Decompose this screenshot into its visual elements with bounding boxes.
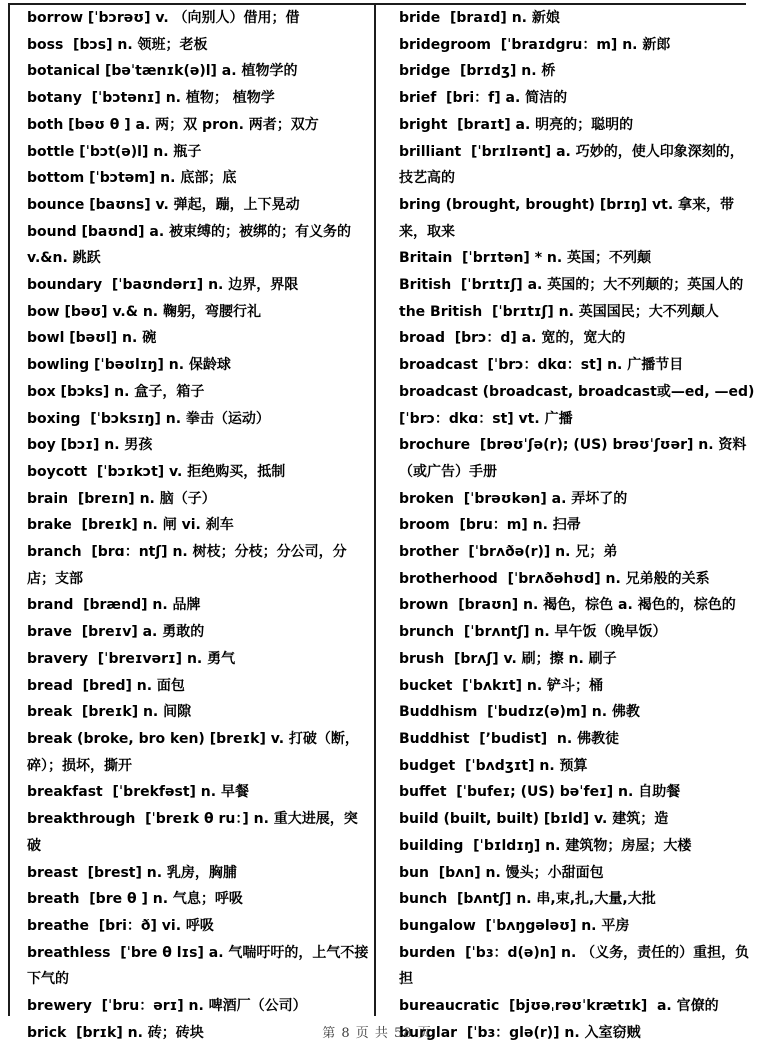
dictionary-entry: bureaucratic [bjʊəˌrəʊˈkrætɪk] a. 官僚的: [399, 998, 719, 1015]
dictionary-entry: bunch [bʌntʃ] n. 串,束,扎,大量,大批: [399, 891, 656, 908]
dictionary-entry: bungalow [ˈbʌŋgələʊ] n. 平房: [399, 917, 630, 934]
dictionary-entry: burden [ˈbɜ：d(ə)n] n. （义务，责任的）重担，负担: [399, 944, 750, 988]
left-column: [27, 5, 371, 1046]
dictionary-entry: botany [ˈbɔtənɪ] n. 植物； 植物学: [27, 90, 275, 107]
dictionary-entry: bound [baʊnd] a. 被束缚的；被绑的；有义务的 v.&n. 跳跃: [27, 223, 361, 267]
dictionary-entry: bright [braɪt] a. 明亮的；聪明的: [399, 116, 634, 133]
dictionary-entry: bridge [brɪdʒ] n. 桥: [399, 63, 556, 80]
dictionary-entry: the British [ˈbrɪtɪʃ] n. 英国国民；大不列颠人: [399, 303, 719, 320]
dictionary-entry: broom [bru：m] n. 扫帚: [399, 517, 581, 534]
dictionary-entry: budget [ˈbʌdʒɪt] n. 预算: [399, 757, 588, 774]
dictionary-entry: building [ˈbɪldɪŋ] n. 建筑物；房屋；大楼: [399, 837, 692, 854]
dictionary-entry: bring (brought, brought) [brɪŋ] vt. 拿来，带来，取来: [399, 196, 735, 240]
dictionary-entry: breathe [bri：ð] vi. 呼吸: [27, 917, 214, 934]
dictionary-entry: broadcast (broadcast, broadcast或—ed, —ed) [ˈbrɔ：dkɑ：st] vt. 广播: [399, 383, 760, 427]
dictionary-entry: brochure [brəʊˈʃə(r); (US) brəʊˈʃʊər] n. 资料（或广告）手册: [399, 437, 747, 480]
dictionary-entry: brewery [ˈbru：ərɪ] n. 啤酒厂（公司）: [27, 998, 307, 1015]
dictionary-entry: brother [ˈbrʌðə(r)] n. 兄；弟: [399, 544, 618, 561]
dictionary-entry: both [bəʊ θ ] a. 两；双 pron. 两者；双方: [27, 116, 319, 133]
dictionary-entry: boy [bɔɪ] n. 男孩: [27, 437, 153, 454]
dictionary-entry: brake [breɪk] n. 闸 vi. 刹车: [27, 517, 234, 534]
dictionary-entry: bowling [ˈbəʊlɪŋ] n. 保龄球: [27, 357, 231, 374]
dictionary-entry: brand [brænd] n. 品牌: [27, 597, 201, 614]
dictionary-entry: bow [bəʊ] v.& n. 鞠躬，弯腰行礼: [27, 303, 261, 320]
dictionary-entry: breast [brest] n. 乳房，胸脯: [27, 864, 237, 881]
dictionary-entry: boundary [ˈbaʊndərɪ] n. 边界，界限: [27, 277, 299, 294]
dictionary-entry: brief [bri：f] a. 简洁的: [399, 90, 568, 107]
dictionary-entry: boycott [ˈbɔɪkɔt] v. 拒绝购买，抵制: [27, 463, 286, 480]
dictionary-entry: British [ˈbrɪtɪʃ] a. 英国的；大不列颠的；英国人的: [399, 277, 744, 294]
dictionary-entry: bowl [bəʊl] n. 碗: [27, 330, 157, 347]
dictionary-entry: broken [ˈbrəʊkən] a. 弄坏了的: [399, 490, 628, 507]
dictionary-entry: break (broke, bro ken) [breɪk] v. 打破（断，碎）；损坏，撕开: [27, 730, 359, 774]
dictionary-entry: bravery [ˈbreɪvərɪ] n. 勇气: [27, 650, 236, 667]
column-divider: [374, 3, 376, 1016]
dictionary-entry: brunch [ˈbrʌntʃ] n. 早午饭（晚早饭）: [399, 624, 667, 641]
dictionary-entry: Britain [ˈbrɪtən] * n. 英国；不列颠: [399, 250, 652, 267]
dictionary-entry: Buddhist [’budist] n. 佛教徒: [399, 730, 620, 747]
dictionary-entry: brush [brʌʃ] v. 刷；擦 n. 刷子: [399, 650, 617, 667]
right-column: [399, 5, 760, 1046]
dictionary-entry: breakfast [ˈbrekfəst] n. 早餐: [27, 784, 249, 801]
dictionary-entry: brain [breɪn] n. 脑（子）: [27, 490, 216, 507]
dictionary-entry: bread [bred] n. 面包: [27, 677, 185, 694]
dictionary-entry: Buddhism [ˈbudɪz(ə)m] n. 佛教: [399, 704, 640, 721]
dictionary-entry: buffet [ˈbufeɪ; (US) bəˈfeɪ] n. 自助餐: [399, 784, 681, 801]
dictionary-entry: botanical [bəˈtænɪk(ə)l] a. 植物学的: [27, 63, 298, 80]
dictionary-entry: brotherhood [ˈbrʌðəhʊd] n. 兄弟般的关系: [399, 570, 710, 587]
dictionary-entry: bride [braɪd] n. 新娘: [399, 10, 560, 26]
dictionary-entry: brown [braʊn] n. 褐色，棕色 a. 褐色的，棕色的: [399, 597, 736, 614]
dictionary-entry: breakthrough [ˈbreɪk θ ru：] n. 重大进展，突破: [27, 811, 358, 854]
dictionary-entry: build (built, built) [bɪld] v. 建筑；造: [399, 811, 669, 828]
dictionary-entry: bun [bʌn] n. 馒头；小甜面包: [399, 864, 604, 881]
dictionary-entry: breath [bre θ ] n. 气息；呼吸: [27, 891, 243, 908]
dictionary-entry: bridegroom [ˈbraɪdgru：m] n. 新郎: [399, 36, 671, 53]
dictionary-entry: brilliant [ˈbrɪlɪənt] a. 巧妙的，使人印象深刻的，技艺高的: [399, 143, 744, 187]
dictionary-entry: brave [breɪv] a. 勇敢的: [27, 624, 205, 641]
dictionary-entry: box [bɔks] n. 盒子，箱子: [27, 383, 205, 400]
dictionary-entry: broadcast [ˈbrɔ：dkɑ：st] n. 广播节目: [399, 357, 684, 374]
dictionary-entry: bounce [baʊns] v. 弹起，蹦，上下晃动: [27, 196, 300, 213]
page-footer: 第 8 页 共 58 页: [322, 1026, 432, 1041]
dictionary-entry: bottle [ˈbɔt(ə)l] n. 瓶子: [27, 143, 202, 160]
dictionary-entry: break [breɪk] n. 间隙: [27, 704, 192, 721]
dictionary-entry: boss [bɔs] n. 领班；老板: [27, 36, 208, 53]
dictionary-entry: bottom [ˈbɔtəm] n. 底部；底: [27, 170, 237, 187]
dictionary-entry: bucket [ˈbʌkɪt] n. 铲斗；桶: [399, 677, 604, 694]
dictionary-entry: brick [brɪk] n. 砖；砖块: [27, 1024, 204, 1041]
table-left-border: [8, 3, 10, 1016]
dictionary-entry: breathless [ˈbre θ lɪs] a. 气喘吁吁的，上气不接下气的: [27, 944, 369, 988]
dictionary-entry: burglar [ˈbɜ：glə(r)] n. 入室窃贼: [399, 1024, 641, 1041]
dictionary-entry: borrow [ˈbɔrəʊ] v. （向别人）借用；借: [27, 10, 300, 26]
dictionary-entry: boxing [ˈbɔksɪŋ] n. 拳击（运动）: [27, 410, 270, 427]
dictionary-entry: branch [brɑ：ntʃ] n. 树枝；分枝；分公司，分店；支部: [27, 544, 347, 587]
dictionary-entry: broad [brɔ：d] a. 宽的，宽大的: [399, 330, 626, 347]
